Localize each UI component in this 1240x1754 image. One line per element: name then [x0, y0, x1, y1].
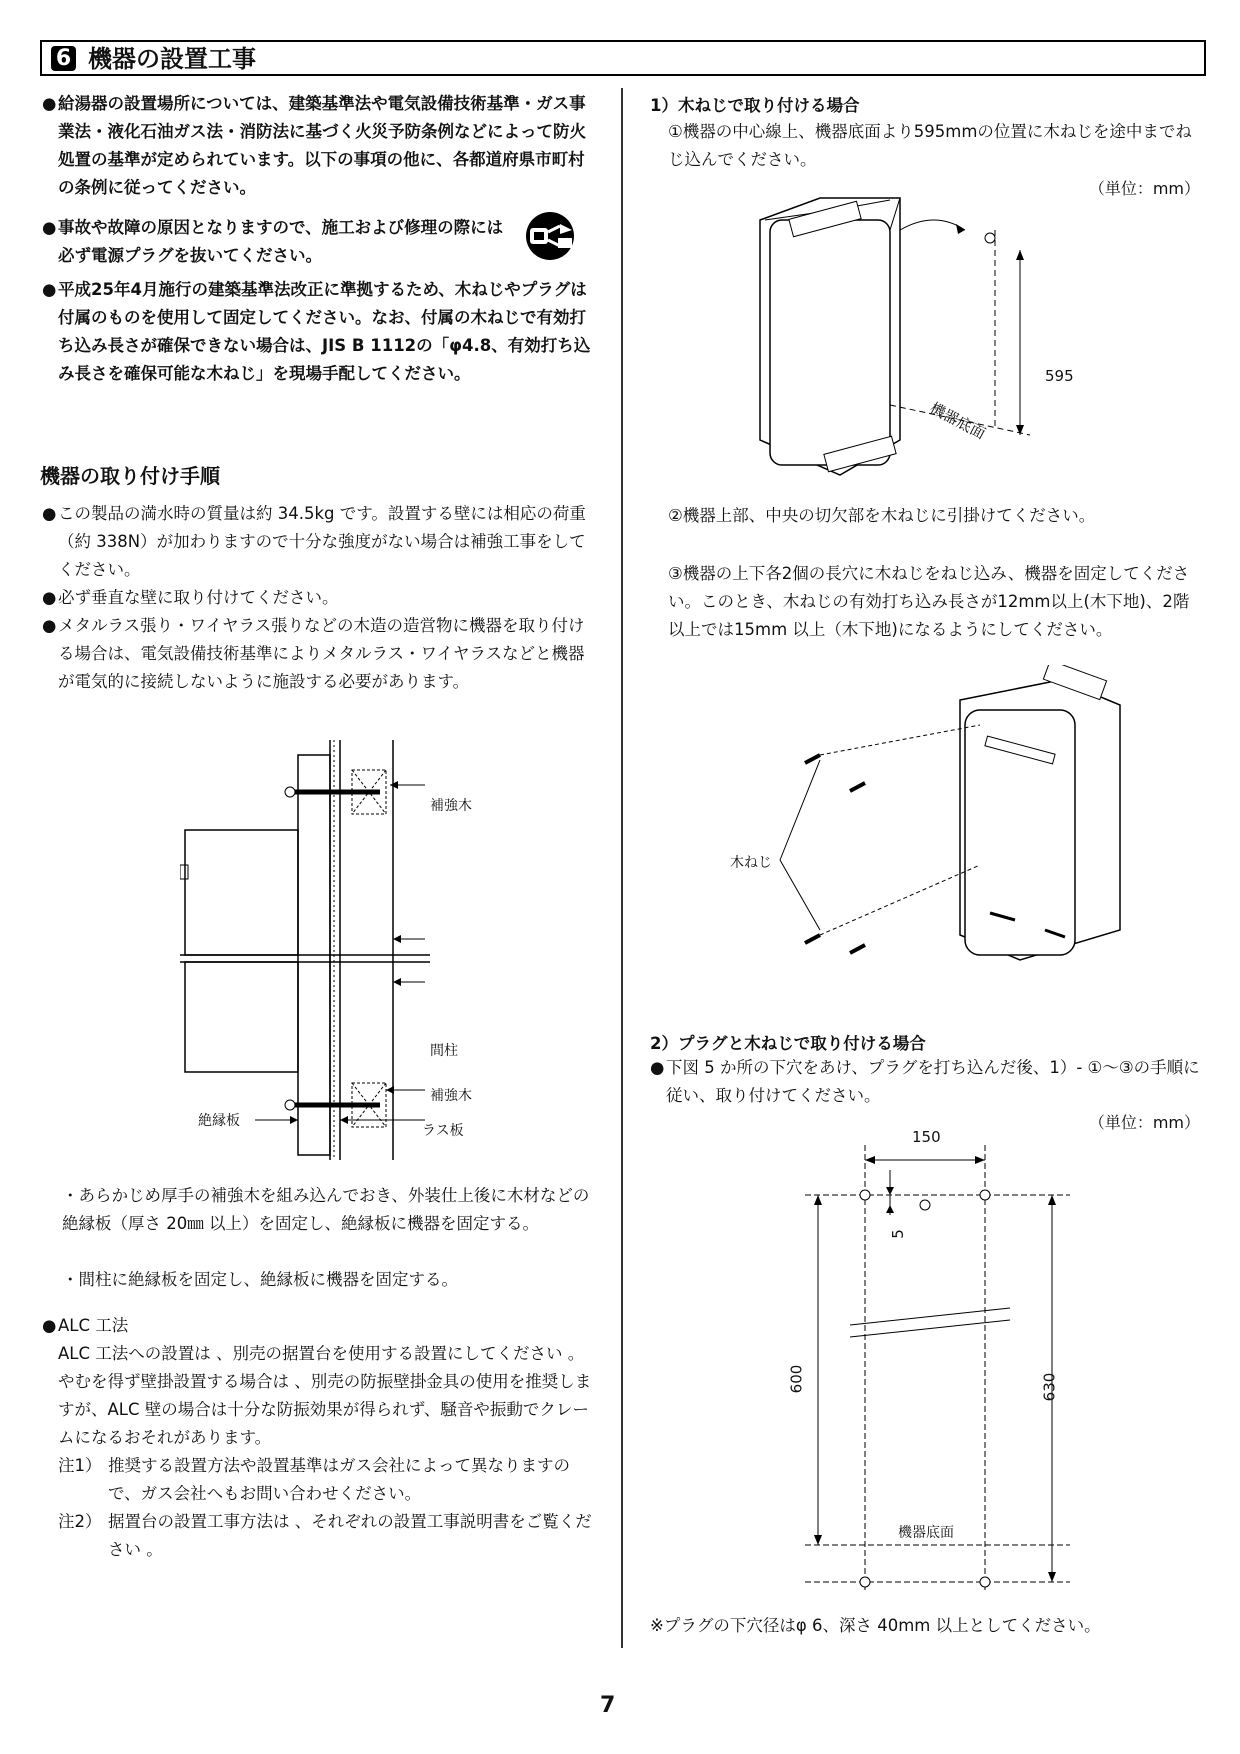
alc-title: ● ALC 工法: [42, 1316, 129, 1335]
unplug-warning-icon: [520, 210, 580, 262]
plug-footnote: ※プラグの下穴径はφ 6、深さ 40mm 以上としてください。: [650, 1616, 1101, 1635]
note-2: ・間柱に絶縁板を固定し、絶縁板に機器を固定する。: [62, 1270, 458, 1289]
screw-fixing-diagram: [760, 665, 1130, 975]
page-number: 7: [600, 1693, 616, 1718]
label-lath-board: ラス板: [422, 1123, 464, 1139]
case2-text: ● 下図 5 か所の下穴をあけ、プラグを打ち込んだ後、1）- ①～③の手順に従い、取り付けてください。: [650, 1058, 1200, 1105]
note-1: ・あらかじめ厚手の補強木を組み込んでおき、外装仕上後に木材などの絶縁板（厚さ 20㎜ 以上）を固定し、絶縁板に機器を固定する。: [62, 1186, 590, 1233]
intro-bullet-1: ● 給湯器の設置場所については、建築基準法や電気設備技術基準・ガス事業法・液化石油ガス法・消防法に基づく火災予防条例などによって防火処置の基準が定められています。以下の事項の他に、各都道府県市町村の条例に従ってください。: [42, 94, 586, 197]
section-header: [40, 40, 1206, 76]
case2-title: 2）プラグと木ねじで取り付ける場合: [650, 1034, 926, 1053]
case1-title: 1）木ねじで取り付ける場合: [650, 96, 860, 115]
dim-150: 150: [912, 1128, 941, 1146]
unit-label-1: （単位：mm）: [1088, 179, 1200, 198]
label-reinforcement-bottom: 補強木: [430, 1088, 472, 1104]
label-bottom-2: 機器底面: [898, 1525, 954, 1541]
footnote-1: 注1） 推奨する設置方法や設置基準はガス会社によって異なりますので、ガス会社へもお問い合わせください。: [58, 1456, 570, 1503]
label-reinforcement-top: 補強木: [430, 798, 472, 814]
section-number: 6: [51, 46, 76, 71]
procedure-title: 機器の取り付け手順: [40, 464, 220, 488]
hook-screw-diagram: [740, 190, 1070, 490]
procedure-bullet-3: ● メタルラス張り・ワイヤラス張りなどの木造の造営物に機器を取り付ける場合は、電気設備技術基準によりメタルラス・ワイヤラスなどと機器が電気的に接続しないように施設する必要があります。: [42, 616, 585, 691]
step-1: ①機器の中心線上、機器底面より595mmの位置に木ねじを途中までねじ込んでください。: [668, 122, 1192, 169]
unit-label-2: （単位：mm）: [1088, 1113, 1200, 1132]
label-wood-screw: 木ねじ: [730, 855, 772, 871]
step-2: ②機器上部、中央の切欠部を木ねじに引掛けてください。: [668, 506, 1096, 525]
column-divider: [621, 88, 623, 1648]
procedure-bullet-1: ● この製品の満水時の質量は約 34.5kg です。設置する壁には相応の荷重（約 338N）が加わりますので十分な強度がない場合は補強工事をしてください。: [42, 504, 586, 579]
label-insulation-board: 絶縁板: [198, 1113, 240, 1129]
step-3: ③機器の上下各2個の長穴に木ねじをねじ込み、機器を固定してください。このとき、木ねじの有効打ち込み長さが12mm以上(木下地)、2階以上では15mm 以上（木下地)になるようにしてください。: [668, 564, 1190, 639]
dim-595: 595: [1045, 367, 1074, 385]
intro-bullet-2: ● 事故や故障の原因となりますので、施工および修理の際には必ず電源プラグを抜いてください。: [42, 218, 504, 265]
label-stud: 間柱: [430, 1043, 458, 1059]
dim-5: 5: [888, 1229, 907, 1239]
section-title: 機器の設置工事: [88, 45, 256, 73]
intro-bullet-3: ● 平成25年4月施行の建築基準法改正に準拠するため、木ねじやプラグは付属のものを使用して固定してください。なお、付属の木ねじで有効打ち込み長さが確保できない場合は、JIS B 1112の「φ4.8、有効打ち込み長さを確保可能な木ねじ」を現場手配してください。: [42, 280, 591, 383]
dim-630: 630: [1040, 1372, 1059, 1402]
footnote-2: 注2） 据置台の設置工事方法は 、それぞれの設置工事説明書をご覧ください 。: [58, 1512, 592, 1559]
alc-text: ALC 工法への設置は 、別売の据置台を使用する設置にしてください 。やむを得ず壁掛設置する場合は 、別売の防振壁掛金具の使用を推奨しますが、ALC 壁の場合は十分な防振効果が得られず、騒音や振動でクレームになるおそれがあります。: [58, 1344, 592, 1447]
procedure-bullet-2: ● 必ず垂直な壁に取り付けてください。: [42, 588, 339, 607]
label-bottom-1: 機器底面: [927, 398, 989, 443]
dim-600: 600: [787, 1364, 806, 1394]
